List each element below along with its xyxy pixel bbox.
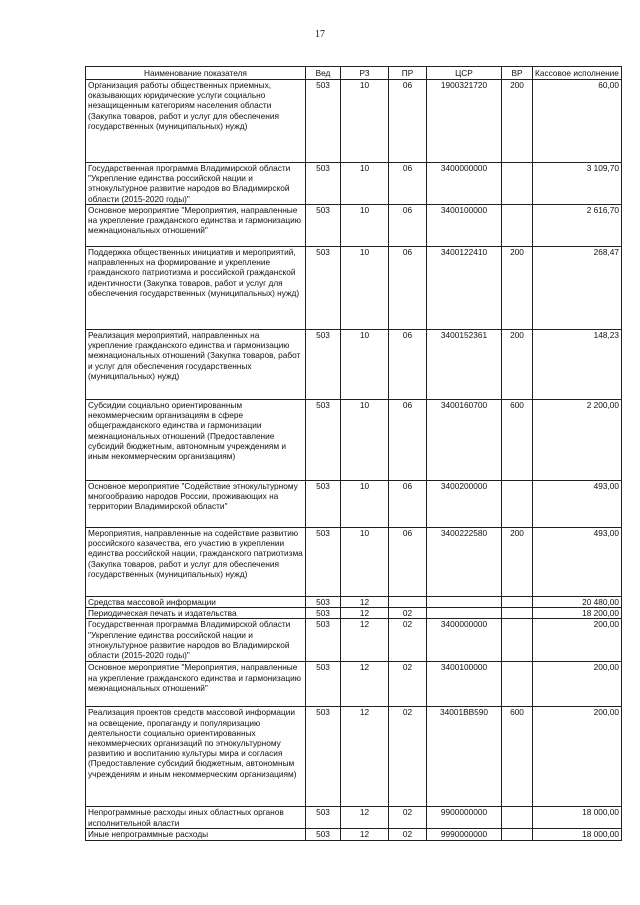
table-row [86,80,622,163]
cell-rz: 10 [341,528,389,597]
cell-amount: 60,00 [533,80,622,163]
cell-name: Государственная программа Владимирской области "Укрепление единства российской нации и этнокультурное развитие народов во Владимирской области (2015-2020 годы)" [86,163,306,205]
cell-amount: 20 480,00 [533,597,622,608]
cell-name: Основное мероприятие "Содействие этнокультурному многообразию народов России, проживающих на территории Владимирской области" [86,481,306,528]
table-header [86,67,622,80]
table-row [86,163,622,205]
cell-amount: 3 109,70 [533,163,622,205]
cell-vr [502,608,533,619]
cell-pr: 02 [389,608,427,619]
cell-vr: 600 [502,707,533,807]
cell-ved: 503 [306,163,341,205]
cell-csr: 3400160700 [427,400,502,481]
table-row [86,829,622,840]
cell-amount: 200,00 [533,619,622,662]
cell-amount: 200,00 [533,707,622,807]
cell-amount: 2 616,70 [533,205,622,247]
cell-csr: 3400200000 [427,481,502,528]
cell-pr: 06 [389,247,427,330]
cell-name: Субсидии социально ориентированным некоммерческим организациям в сфере общегражданского единства и гармонизации межнациональных отношений (Предоставление субсидий бюджетным, автономным учреждениям и иным некоммерческим организациям) [86,400,306,481]
cell-ved: 503 [306,481,341,528]
cell-rz: 12 [341,662,389,707]
cell-name: Периодическая печать и издательства [86,608,306,619]
table-row [86,807,622,829]
cell-csr: 3400100000 [427,662,502,707]
header-row [86,67,622,80]
table-row [86,528,622,597]
cell-name: Иные непрограммные расходы [86,829,306,840]
table-body [86,80,622,841]
cell-pr: 02 [389,807,427,829]
cell-pr [389,597,427,608]
cell-rz: 10 [341,205,389,247]
cell-name: Непрограммные расходы иных областных органов исполнительной власти [86,807,306,829]
cell-vr [502,205,533,247]
cell-rz: 12 [341,707,389,807]
cell-pr: 06 [389,163,427,205]
cell-vr: 200 [502,247,533,330]
cell-name: Организация работы общественных приемных, оказывающих юридические услуги социально незащищенным категориям населения области (Закупка товаров, работ и услуг для обеспечения государственных (муниципальных) нужд) [86,80,306,163]
cell-pr: 06 [389,80,427,163]
cell-vr [502,163,533,205]
cell-rz: 10 [341,481,389,528]
cell-ved: 503 [306,205,341,247]
cell-name: Поддержка общественных инициатив и мероприятий, направленных на формирование и укрепление гражданского патриотизма и российской гражданской идентичности (Закупка товаров, работ и услуг для обеспечения государственных (муниципальных) нужд) [86,247,306,330]
cell-csr: 9990000000 [427,829,502,840]
cell-amount: 493,00 [533,481,622,528]
cell-vr [502,829,533,840]
cell-rz: 12 [341,807,389,829]
cell-csr [427,608,502,619]
cell-name: Основное мероприятие "Мероприятия, направленные на укрепление гражданского единства и гармонизацию межнациональных отношений" [86,205,306,247]
header-pr: ПР [389,67,427,80]
table-row [86,481,622,528]
header-amount: Кассовое исполнение [533,67,622,80]
cell-rz: 12 [341,597,389,608]
cell-ved: 503 [306,400,341,481]
table-row [86,400,622,481]
cell-vr: 200 [502,330,533,400]
cell-csr: 3400000000 [427,619,502,662]
cell-ved: 503 [306,330,341,400]
cell-ved: 503 [306,597,341,608]
cell-amount: 2 200,00 [533,400,622,481]
table-row [86,608,622,619]
cell-vr: 600 [502,400,533,481]
cell-csr: 3400000000 [427,163,502,205]
table-row [86,619,622,662]
cell-name: Мероприятия, направленные на содействие развитию российского казачества, его участию в укреплении единства российской нации, гражданского патриотизма (Закупка товаров, работ и услуг для обеспечения государственных (муниципальных) нужд) [86,528,306,597]
cell-ved: 503 [306,619,341,662]
table-row [86,205,622,247]
cell-rz: 12 [341,608,389,619]
cell-pr: 02 [389,619,427,662]
header-ved: Вед [306,67,341,80]
cell-name: Основное мероприятие "Мероприятия, направленные на укрепление гражданского единства и гармонизацию межнациональных отношений" [86,662,306,707]
cell-rz: 12 [341,829,389,840]
cell-csr: 3400152361 [427,330,502,400]
cell-pr: 02 [389,662,427,707]
cell-name: Реализация мероприятий, направленных на укрепление гражданского единства и гармонизацию межнациональных отношений (Закупка товаров, работ и услуг для обеспечения государственных (муниципальных) нужд) [86,330,306,400]
cell-vr [502,662,533,707]
cell-csr: 1900321720 [427,80,502,163]
cell-ved: 503 [306,829,341,840]
cell-rz: 10 [341,400,389,481]
cell-rz: 12 [341,619,389,662]
cell-ved: 503 [306,662,341,707]
cell-name: Средства массовой информации [86,597,306,608]
cell-amount: 200,00 [533,662,622,707]
cell-name: Государственная программа Владимирской области "Укрепление единства российской нации и этнокультурное развитие народов во Владимирской области (2015-2020 годы)" [86,619,306,662]
header-vr: ВР [502,67,533,80]
page-number: 17 [315,29,325,40]
cell-ved: 503 [306,707,341,807]
cell-csr: 34001BB590 [427,707,502,807]
cell-csr [427,597,502,608]
cell-csr: 9900000000 [427,807,502,829]
cell-ved: 503 [306,80,341,163]
cell-rz: 10 [341,330,389,400]
cell-pr: 06 [389,528,427,597]
cell-pr: 06 [389,330,427,400]
table-row [86,247,622,330]
cell-vr [502,597,533,608]
cell-vr [502,481,533,528]
cell-ved: 503 [306,807,341,829]
cell-pr: 02 [389,829,427,840]
cell-amount: 493,00 [533,528,622,597]
cell-vr [502,807,533,829]
cell-vr: 200 [502,528,533,597]
cell-rz: 10 [341,80,389,163]
header-csr: ЦСР [427,67,502,80]
cell-vr [502,619,533,662]
cell-amount: 148,23 [533,330,622,400]
cell-amount: 18 000,00 [533,829,622,840]
table-row [86,597,622,608]
table-row [86,330,622,400]
cell-csr: 3400100000 [427,205,502,247]
cell-vr: 200 [502,80,533,163]
table-row [86,707,622,807]
cell-csr: 3400222580 [427,528,502,597]
cell-name: Реализация проектов средств массовой информации на освещение, пропаганду и популяризацию деятельности социально ориентированных некоммерческих организаций по этнокультурному развитию и воспитанию культуры мира и согласия (Предоставление субсидий бюджетным, автономным учреждениям и иным некоммерческим организациям) [86,707,306,807]
cell-csr: 3400122410 [427,247,502,330]
cell-ved: 503 [306,247,341,330]
cell-ved: 503 [306,608,341,619]
cell-pr: 06 [389,481,427,528]
cell-ved: 503 [306,528,341,597]
cell-pr: 02 [389,707,427,807]
cell-amount: 268,47 [533,247,622,330]
header-name: Наименование показателя [86,67,306,80]
budget-table [85,66,622,841]
cell-rz: 10 [341,163,389,205]
cell-pr: 06 [389,205,427,247]
cell-amount: 18 200,00 [533,608,622,619]
cell-amount: 18 000,00 [533,807,622,829]
cell-pr: 06 [389,400,427,481]
header-rz: РЗ [341,67,389,80]
table-row [86,662,622,707]
cell-rz: 10 [341,247,389,330]
